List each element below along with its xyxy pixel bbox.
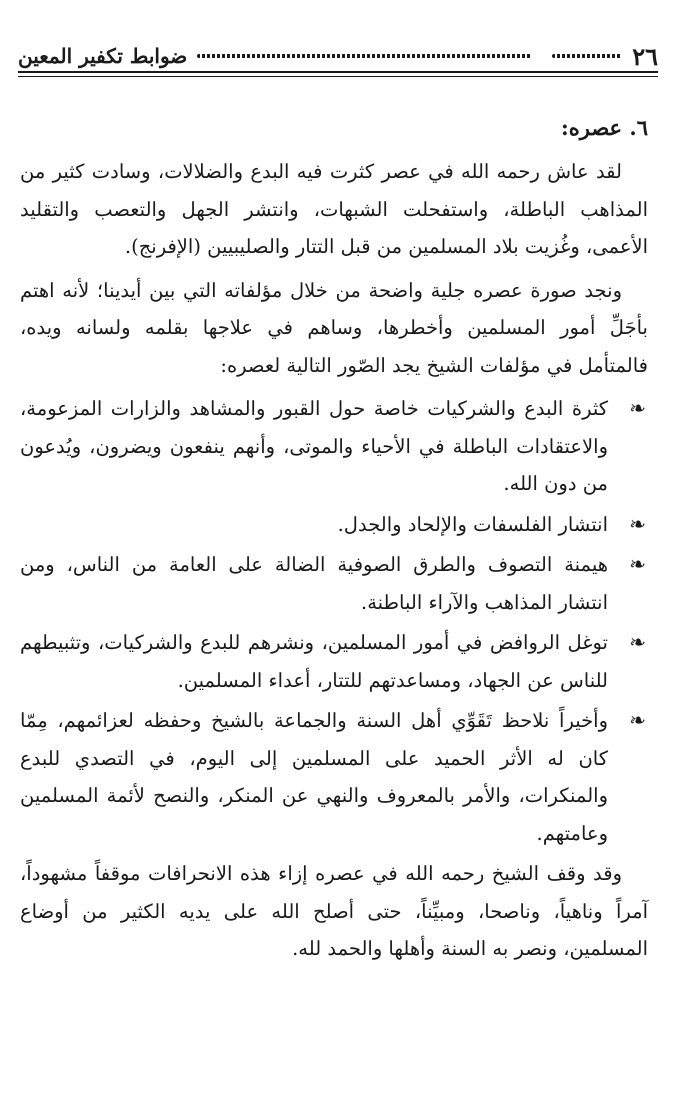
leaf-bullet-icon: ❧ — [629, 708, 646, 732]
section-heading: ٦. عصره: — [561, 115, 648, 140]
list-item — [20, 390, 648, 503]
list-item — [20, 624, 648, 699]
header-ornament-left — [197, 54, 532, 58]
list-item-text: انتشار الفلسفات والإلحاد والجدل. — [337, 512, 608, 536]
page-header — [18, 42, 658, 70]
leaf-bullet-icon: ❧ — [629, 630, 646, 654]
list-item-text: وأخيراً نلاحظ تَقَوِّي أهل السنة والجماعة بالشيخ وحفظه لعزائمهم، مِمّا كان له الأثر الحميد على المسلمين إلى اليوم، في التصدي للبدع والمنكرات، والأمر بالمعروف والنهي عن المنكر، والنصح لأئمة المسلمين وعامتهم. — [20, 709, 608, 845]
header-rule — [18, 71, 658, 73]
header-ornament-right — [552, 54, 622, 58]
leaf-bullet-icon: ❧ — [629, 396, 646, 420]
second-paragraph: ونجد صورة عصره جلية واضحة من خلال مؤلفاته التي بين أيدينا؛ لأنه اهتم بأجَلِّ أمور المسلمين وأخطرها، وساهم في علاجها بقلمه ولسانه ويده، فالمتأمل في مؤلفات الشيخ يجد الصّور التالية لعصره: — [20, 278, 648, 377]
list-item — [20, 546, 648, 621]
list-item-text: كثرة البدع والشركيات خاصة حول القبور والمشاهد والزارات المزعومة، والاعتقادات الباطلة في الأحياء والموتى، وأنهم ينفعون ويضرون، ويُدعون من دون الله. — [20, 397, 608, 495]
intro-paragraph: لقد عاش رحمه الله في عصر كثرت فيه البدع والضلالات، وسادت كثير من المذاهب الباطلة، واستفحلت الشبهات، وانتشر الجهل والتعصب والتقليد الأعمى، وغُزيت بلاد المسلمين من قبل التتار والصليبيين (الإفرنج). — [20, 160, 648, 258]
list-item — [20, 702, 648, 852]
leaf-bullet-icon: ❧ — [629, 552, 646, 576]
era-features-list — [20, 390, 648, 852]
page-body — [20, 113, 648, 974]
list-item — [20, 506, 648, 544]
closing-paragraph: وقد وقف الشيخ رحمه الله في عصره إزاء هذه الانحرافات موقفاً مشهوداً، آمراً وناهياً، وناصحا، ومبيِّناً، حتى أصلح الله على يديه الكثير من أوضاع المسلمين، ونصر به السنة وأهلها والحمد لله. — [20, 862, 648, 960]
page-number: ٢٦ — [632, 41, 658, 71]
list-item-text: هيمنة التصوف والطرق الصوفية الضالة على العامة من الناس، ومن انتشار المذاهب والآراء الباطنة. — [20, 553, 608, 614]
running-title: ضوابط تكفير المعين — [18, 44, 188, 68]
leaf-bullet-icon: ❧ — [629, 511, 646, 536]
header-rule-thin — [18, 76, 658, 77]
list-item-text: توغل الروافض في أمور المسلمين، ونشرهم للبدع والشركيات، وتثبيطهم للناس عن الجهاد، ومساعدتهم للتتار، أعداء المسلمين. — [20, 631, 608, 692]
